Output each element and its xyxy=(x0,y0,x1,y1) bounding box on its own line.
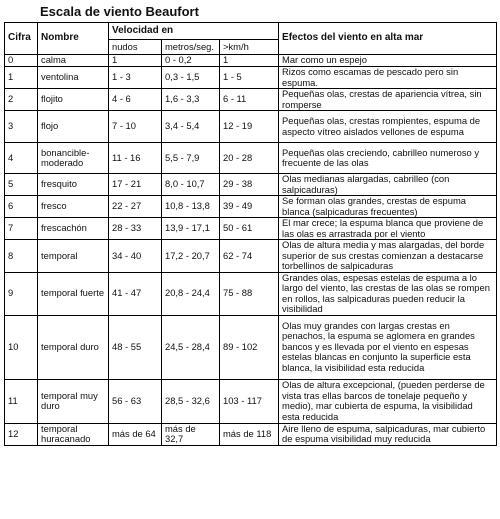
cifra-cell: 6 xyxy=(5,196,38,218)
nombre-cell: fresco xyxy=(38,196,109,218)
nombre-cell: temporal muy duro xyxy=(38,379,109,423)
cifra-cell: 0 xyxy=(5,55,38,67)
nombre-cell: ventolina xyxy=(38,67,109,89)
header-metros: metros/seg. xyxy=(162,40,220,55)
kmh-cell: 29 - 38 xyxy=(220,174,279,196)
header-cifra: Cifra xyxy=(5,23,38,55)
nombre-cell: fresquito xyxy=(38,174,109,196)
nombre-cell: temporal huracanado xyxy=(38,423,109,445)
cifra-cell: 12 xyxy=(5,423,38,445)
table-row xyxy=(5,89,497,111)
nombre-cell: temporal xyxy=(38,240,109,273)
nombre-cell: temporal fuerte xyxy=(38,272,109,315)
ms-cell: 24,5 - 28,4 xyxy=(162,315,220,379)
ms-cell: 5,5 - 7,9 xyxy=(162,143,220,174)
kmh-cell: 1 xyxy=(220,55,279,67)
nudos-cell: 22 - 27 xyxy=(109,196,162,218)
kmh-cell: 1 - 5 xyxy=(220,67,279,89)
table-row xyxy=(5,379,497,423)
kmh-cell: 39 - 49 xyxy=(220,196,279,218)
header-velocidad: Velocidad en xyxy=(109,23,279,40)
nombre-cell: flojito xyxy=(38,89,109,111)
ms-cell: más de 32,7 xyxy=(162,423,220,445)
table-row xyxy=(5,423,497,445)
cifra-cell: 10 xyxy=(5,315,38,379)
cifra-cell: 1 xyxy=(5,67,38,89)
nombre-cell: frescachón xyxy=(38,218,109,240)
nudos-cell: 17 - 21 xyxy=(109,174,162,196)
cifra-cell: 8 xyxy=(5,240,38,273)
table-row xyxy=(5,174,497,196)
nudos-cell: más de 64 xyxy=(109,423,162,445)
kmh-cell: 6 - 11 xyxy=(220,89,279,111)
efectos-cell: Pequeñas olas, crestas de apariencia vítrea, sin romperse xyxy=(279,89,497,111)
efectos-cell: Olas de altura excepcional, (pueden perderse de vista tras ellas barcos de tonelaje pequeño y medio), mar cubierta de espuma, la visibilidad esta reducida xyxy=(279,379,497,423)
header-kmh: >km/h xyxy=(220,40,279,55)
table-row xyxy=(5,240,497,273)
cifra-cell: 5 xyxy=(5,174,38,196)
nudos-cell: 48 - 55 xyxy=(109,315,162,379)
nudos-cell: 34 - 40 xyxy=(109,240,162,273)
nombre-cell: temporal duro xyxy=(38,315,109,379)
kmh-cell: 89 - 102 xyxy=(220,315,279,379)
cifra-cell: 3 xyxy=(5,111,38,143)
ms-cell: 17,2 - 20,7 xyxy=(162,240,220,273)
efectos-cell: Olas medianas alargadas, cabrilleo (con salpicaduras) xyxy=(279,174,497,196)
page-title: Escala de viento Beaufort xyxy=(40,4,199,19)
table-row xyxy=(5,55,497,67)
ms-cell: 13,9 - 17,1 xyxy=(162,218,220,240)
table-row xyxy=(5,196,497,218)
table-row xyxy=(5,272,497,315)
header-nudos: nudos xyxy=(109,40,162,55)
ms-cell: 28,5 - 32,6 xyxy=(162,379,220,423)
efectos-cell: Olas de altura media y mas alargadas, del borde superior de sus crestas comienzan a destacarse torbellinos de salpicaduras xyxy=(279,240,497,273)
kmh-cell: 103 - 117 xyxy=(220,379,279,423)
nombre-cell: flojo xyxy=(38,111,109,143)
cifra-cell: 4 xyxy=(5,143,38,174)
kmh-cell: más de 118 xyxy=(220,423,279,445)
nudos-cell: 11 - 16 xyxy=(109,143,162,174)
efectos-cell: Aire lleno de espuma, salpicaduras, mar cubierto de espuma visibilidad muy reducida xyxy=(279,423,497,445)
ms-cell: 3,4 - 5,4 xyxy=(162,111,220,143)
efectos-cell: Mar como un espejo xyxy=(279,55,497,67)
kmh-cell: 50 - 61 xyxy=(220,218,279,240)
ms-cell: 0 - 0,2 xyxy=(162,55,220,67)
nudos-cell: 4 - 6 xyxy=(109,89,162,111)
efectos-cell: Pequeñas olas, crestas rompientes, espuma de aspecto vítreo aislados vellones de espuma xyxy=(279,111,497,143)
nudos-cell: 56 - 63 xyxy=(109,379,162,423)
ms-cell: 10,8 - 13,8 xyxy=(162,196,220,218)
header-nombre: Nombre xyxy=(38,23,109,55)
table-row xyxy=(5,111,497,143)
ms-cell: 1,6 - 3,3 xyxy=(162,89,220,111)
table-row xyxy=(5,67,497,89)
kmh-cell: 20 - 28 xyxy=(220,143,279,174)
cifra-cell: 7 xyxy=(5,218,38,240)
kmh-cell: 12 - 19 xyxy=(220,111,279,143)
cifra-cell: 9 xyxy=(5,272,38,315)
nombre-cell: bonancible-moderado xyxy=(38,143,109,174)
nombre-cell: calma xyxy=(38,55,109,67)
nudos-cell: 41 - 47 xyxy=(109,272,162,315)
beaufort-table xyxy=(4,22,497,446)
efectos-cell: Pequeñas olas creciendo, cabrilleo numeroso y frecuente de las olas xyxy=(279,143,497,174)
nudos-cell: 1 xyxy=(109,55,162,67)
efectos-cell: El mar crece; la espuma blanca que proviene de las olas es arrastrada por el viento xyxy=(279,218,497,240)
kmh-cell: 75 - 88 xyxy=(220,272,279,315)
table-row xyxy=(5,218,497,240)
efectos-cell: Rizos como escamas de pescado pero sin espuma. xyxy=(279,67,497,89)
ms-cell: 0,3 - 1,5 xyxy=(162,67,220,89)
table-row xyxy=(5,143,497,174)
efectos-cell: Grandes olas, espesas estelas de espuma a lo largo del viento, las crestas de las olas se rompen en rollos, las salpicaduras pueden reducir la visibilidad xyxy=(279,272,497,315)
nudos-cell: 7 - 10 xyxy=(109,111,162,143)
nudos-cell: 28 - 33 xyxy=(109,218,162,240)
nudos-cell: 1 - 3 xyxy=(109,67,162,89)
efectos-cell: Olas muy grandes con largas crestas en penachos, la espuma se aglomera en grandes bancos y es llevada por el viento en espesas estelas blancas en conjunto la superficie esta blanca, la visibilidad esta reducida xyxy=(279,315,497,379)
cifra-cell: 11 xyxy=(5,379,38,423)
table-row xyxy=(5,315,497,379)
header-row xyxy=(5,23,497,40)
ms-cell: 20,8 - 24,4 xyxy=(162,272,220,315)
header-efectos: Efectos del viento en alta mar xyxy=(279,23,497,55)
ms-cell: 8,0 - 10,7 xyxy=(162,174,220,196)
kmh-cell: 62 - 74 xyxy=(220,240,279,273)
efectos-cell: Se forman olas grandes, crestas de espuma blanca (salpicaduras frecuentes) xyxy=(279,196,497,218)
cifra-cell: 2 xyxy=(5,89,38,111)
